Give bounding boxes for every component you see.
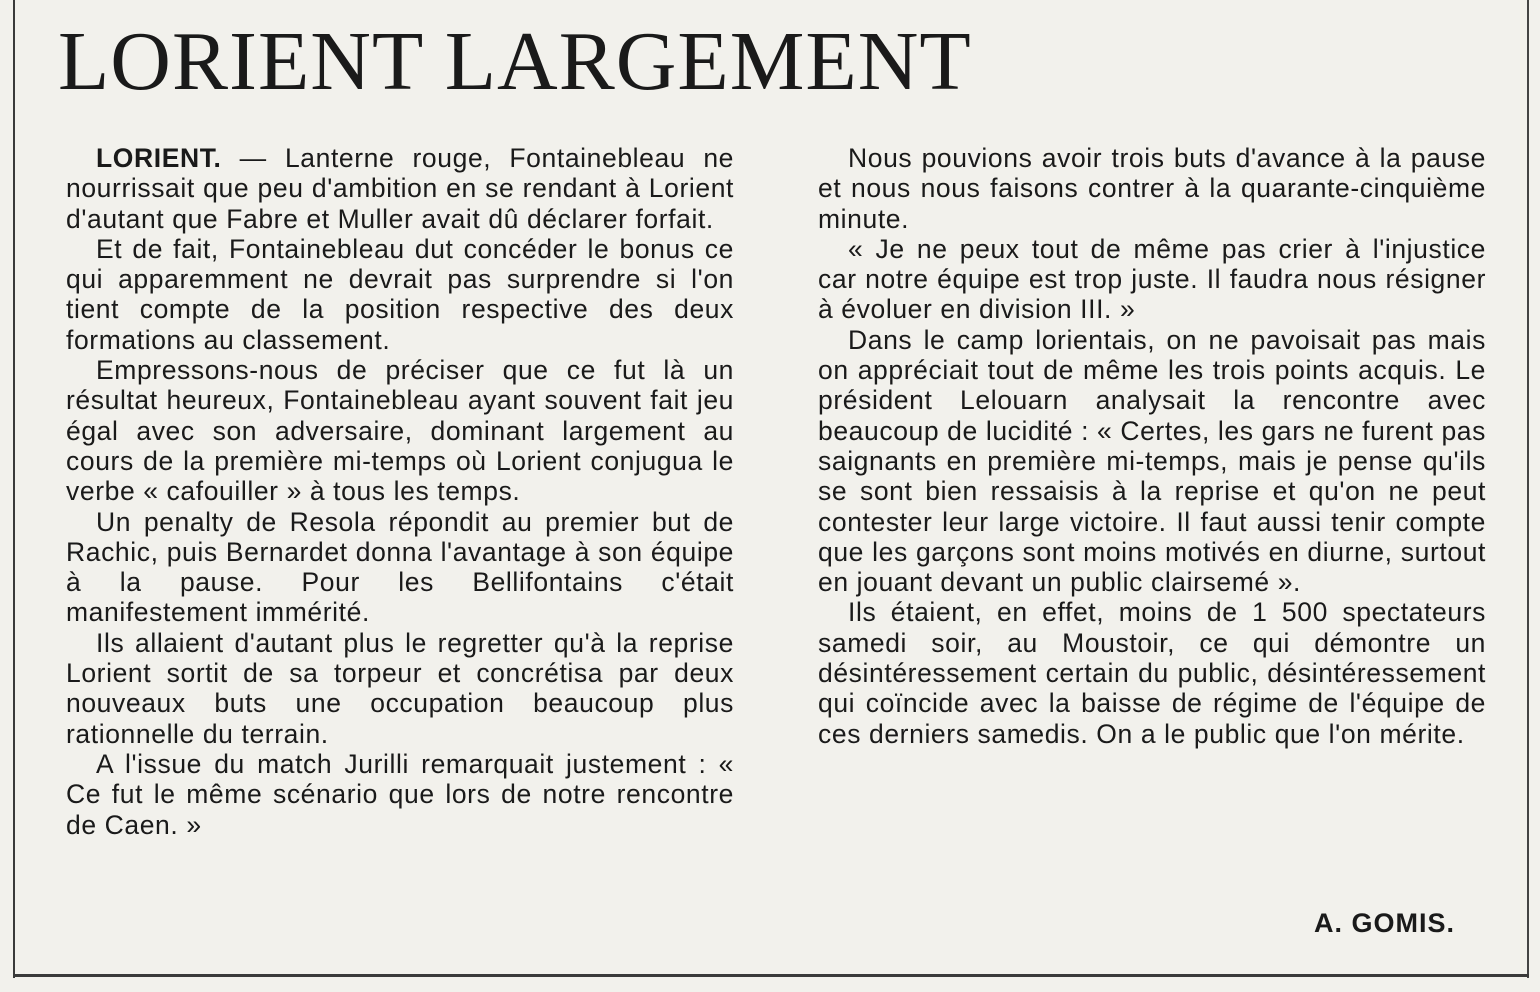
paragraph: Ils allaient d'autant plus le regretter qu'à la reprise Lorient sortit de sa torpeur et concrétisa par deux nouveaux buts une occupation beaucoup plus rationnelle du terrain. <box>66 627 734 749</box>
left-column <box>66 143 734 840</box>
paragraph: Empressons-nous de préciser que ce fut là un résultat heureux, Fontainebleau ayant souvent fait jeu égal avec son adversaire, dominant largement au cours de la première mi-temps où Lorient conjugua le verbe « cafouiller » à tous les temps. <box>66 355 734 507</box>
byline: A. GOMIS. <box>1313 908 1455 938</box>
frame-bottom-rule <box>13 974 1529 977</box>
paragraph: Un penalty de Resola répondit au premier but de Rachic, puis Bernardet donna l'avantage à son équipe à la pause. Pour les Bellifontains c'était manifestement immérité. <box>66 506 734 628</box>
paragraph-text: — Lanterne rouge, Fontainebleau ne nourrissait que peu d'ambition en se rendant à Lorient d'autant que Fabre et Muller avait dû déclarer forfait. <box>66 143 734 234</box>
paragraph: A l'issue du match Jurilli remarquait justement : « Ce fut le même scénario que lors de notre rencontre de Caen. » <box>66 748 734 840</box>
paragraph: Dans le camp lorientais, on ne pavoisait pas mais on appréciait tout de même les trois points acquis. Le président Lelouarn analysait la rencontre avec beaucoup de lucidité : « Certes, les gars ne furent pas saignants en première mi-temps, mais je pense qu'ils se sont bien ressaisis à la reprise et qu'on ne peut contester leur large victoire. Il faut aussi tenir compte que les garçons sont moins motivés en diurne, surtout en jouant devant un public clairsemé ». <box>818 324 1486 598</box>
right-column <box>818 143 1486 749</box>
headline: LORIENT LARGEMENT <box>58 15 972 108</box>
dateline: LORIENT. <box>96 143 222 173</box>
frame-left-rule <box>13 0 15 978</box>
frame-right-rule <box>1527 0 1529 978</box>
paragraph: Et de fait, Fontainebleau dut concéder le bonus ce qui apparemment ne devrait pas surprendre si l'on tient compte de la position respective des deux formations au classement. <box>66 233 734 355</box>
paragraph <box>66 143 734 234</box>
paragraph: Nous pouvions avoir trois buts d'avance à la pause et nous nous faisons contrer à la quarante-cinquième minute. <box>818 143 1486 234</box>
paragraph: Ils étaient, en effet, moins de 1 500 spectateurs samedi soir, au Moustoir, ce qui démontre un désintéressement certain du public, désintéressement qui coïncide avec la baisse de régime de l'équipe de ces derniers samedis. On a le public que l'on mérite. <box>818 597 1486 749</box>
paragraph: « Je ne peux tout de même pas crier à l'injustice car notre équipe est trop juste. Il faudra nous résigner à évoluer en division III. » <box>818 233 1486 325</box>
